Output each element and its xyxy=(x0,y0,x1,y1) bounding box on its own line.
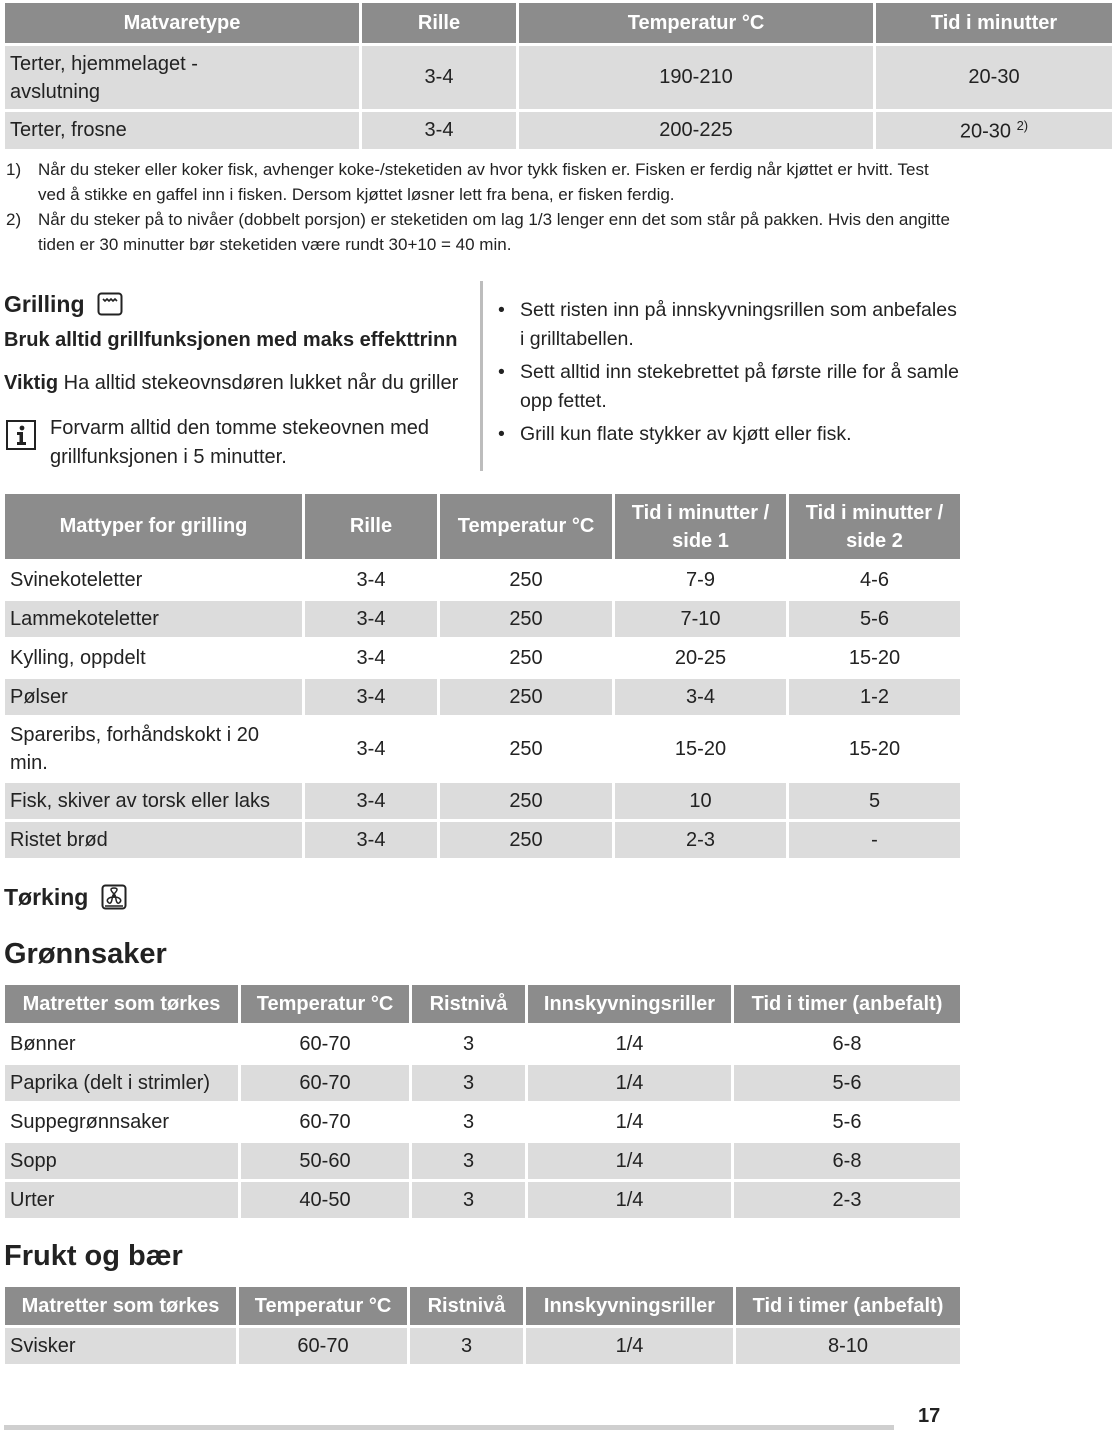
column-header: Ristnivå xyxy=(412,985,525,1023)
column-header: Tid i timer (anbefalt) xyxy=(734,985,960,1023)
table-cell: 3-4 xyxy=(362,46,516,109)
column-header: Temperatur °C xyxy=(519,3,873,43)
column-header: Tid i minutter / side 1 xyxy=(615,494,786,559)
page-number: 17 xyxy=(918,1405,941,1427)
column-divider xyxy=(480,281,483,471)
table-row xyxy=(5,1182,960,1218)
table-row xyxy=(5,718,960,780)
table-cell: Suppegrønnsaker xyxy=(5,1104,238,1140)
baking-table xyxy=(2,0,1115,152)
table-cell: 20-30 $^{2)}$ xyxy=(876,112,1112,149)
torking-title: Tørking xyxy=(4,884,127,916)
bullet-item: • Grill kun flate stykker av kjøtt eller fisk. xyxy=(498,423,852,445)
table-cell: Pølser xyxy=(5,679,302,715)
table-row xyxy=(5,1026,960,1062)
viktig-note: Viktig Ha alltid stekeovnsdøren lukket når du griller xyxy=(4,372,459,394)
table-cell: 5-6 xyxy=(734,1065,960,1101)
table-cell: 200-225 xyxy=(519,112,873,149)
footnote-1: 1) Når du steker eller koker fisk, avhenger koke-/steketiden av hvor tykk fisken er. Fisken er ferdig når kjøttet er hvitt. Test ved å stikke en gaffel inn i fisken. Dersom kjøttet løsner lett fra bena, er fisken ferdig. xyxy=(6,160,929,204)
table-cell: 3-4 xyxy=(305,783,437,819)
table-cell: 250 xyxy=(440,718,612,780)
table-cell: 15-20 xyxy=(615,718,786,780)
table-cell: 7-10 xyxy=(615,601,786,637)
table-cell: Fisk, skiver av torsk eller laks xyxy=(5,783,302,819)
table-cell: 3 xyxy=(412,1026,525,1062)
column-header: Tid i minutter xyxy=(876,3,1112,43)
grill-icon xyxy=(97,292,123,322)
table-cell: 5 xyxy=(789,783,960,819)
table-cell: Svinekoteletter xyxy=(5,562,302,598)
table-cell: 40-50 xyxy=(241,1182,409,1218)
table-cell: 20-30 xyxy=(876,46,1112,109)
table-row xyxy=(5,1143,960,1179)
column-header: Matretter som tørkes xyxy=(5,985,238,1023)
table-cell: Spareribs, forhåndskokt i 20 min. xyxy=(5,718,302,780)
table-cell: 60-70 xyxy=(241,1026,409,1062)
frukt-title: Frukt og bær xyxy=(4,1240,183,1272)
table-cell: 15-20 xyxy=(789,640,960,676)
table-row xyxy=(5,822,960,858)
table-row xyxy=(5,562,960,598)
footnote-marker: 2) xyxy=(1016,117,1029,133)
column-header: Innskyvningsriller xyxy=(528,985,731,1023)
column-header: Rille xyxy=(362,3,516,43)
table-cell: 1/4 xyxy=(528,1143,731,1179)
table-cell: 3 xyxy=(410,1328,523,1364)
grilling-table xyxy=(2,491,963,861)
bullet-item: • Sett alltid inn stekebrettet på første rille for å samle opp fettet. xyxy=(498,361,959,412)
table-row xyxy=(5,1104,960,1140)
column-header: Ristnivå xyxy=(410,1287,523,1325)
table-cell: Ristet brød xyxy=(5,822,302,858)
table-cell: Urter xyxy=(5,1182,238,1218)
table-cell: 2-3 xyxy=(734,1182,960,1218)
table-cell: 5-6 xyxy=(734,1104,960,1140)
table-cell: 3 xyxy=(412,1065,525,1101)
table-cell: Terter, hjemmelaget - avslutning xyxy=(5,46,359,109)
column-header: Matretter som tørkes xyxy=(5,1287,236,1325)
table-cell: 7-9 xyxy=(615,562,786,598)
table-cell: 8-10 xyxy=(736,1328,960,1364)
column-header: Temperatur °C xyxy=(239,1287,407,1325)
table-row xyxy=(5,112,1112,149)
table-cell: 3 xyxy=(412,1104,525,1140)
table-cell: 3 xyxy=(412,1143,525,1179)
table-cell: 3-4 xyxy=(305,640,437,676)
table-cell: 60-70 xyxy=(239,1328,407,1364)
grilling-subtitle: Bruk alltid grillfunksjonen med maks effekttrinn xyxy=(4,329,458,351)
bullet-item: • Sett risten inn på innskyvningsrillen som anbefales i grilltabellen. xyxy=(498,299,957,350)
table-cell: 250 xyxy=(440,640,612,676)
column-header: Temperatur °C xyxy=(241,985,409,1023)
table-cell: 5-6 xyxy=(789,601,960,637)
column-header: Mattyper for grilling xyxy=(5,494,302,559)
table-cell: 190-210 xyxy=(519,46,873,109)
table-cell: 60-70 xyxy=(241,1065,409,1101)
table-cell: 250 xyxy=(440,783,612,819)
table-row xyxy=(5,1328,960,1364)
table-cell: 6-8 xyxy=(734,1143,960,1179)
table-cell: 50-60 xyxy=(241,1143,409,1179)
grilling-title: Grilling xyxy=(4,291,123,322)
table-cell: Lammekoteletter xyxy=(5,601,302,637)
table-cell: 3-4 xyxy=(305,822,437,858)
column-header: Rille xyxy=(305,494,437,559)
table-row xyxy=(5,783,960,819)
info-text: Forvarm alltid den tomme stekeovnen med grillfunksjonen i 5 minutter. xyxy=(50,417,430,468)
table-cell: 250 xyxy=(440,822,612,858)
table-cell: 3-4 xyxy=(362,112,516,149)
table-cell: Svisker xyxy=(5,1328,236,1364)
info-icon xyxy=(6,420,36,455)
table-cell: 60-70 xyxy=(241,1104,409,1140)
table-cell: 1/4 xyxy=(528,1026,731,1062)
table-cell: 3-4 xyxy=(305,718,437,780)
table-cell: 4-6 xyxy=(789,562,960,598)
column-header: Tid i minutter / side 2 xyxy=(789,494,960,559)
table-cell: 250 xyxy=(440,562,612,598)
table-row xyxy=(5,1065,960,1101)
table-cell: Paprika (delt i strimler) xyxy=(5,1065,238,1101)
table-cell: 1/4 xyxy=(526,1328,733,1364)
table-cell: 10 xyxy=(615,783,786,819)
table-cell: 3-4 xyxy=(305,601,437,637)
table-cell: Sopp xyxy=(5,1143,238,1179)
table-cell: Kylling, oppdelt xyxy=(5,640,302,676)
table-cell: 250 xyxy=(440,601,612,637)
table-cell: 1/4 xyxy=(528,1065,731,1101)
table-cell: 2-3 xyxy=(615,822,786,858)
table-row xyxy=(5,679,960,715)
table-cell: Bønner xyxy=(5,1026,238,1062)
table-cell: 1/4 xyxy=(528,1104,731,1140)
table-cell: 1-2 xyxy=(789,679,960,715)
table-row xyxy=(5,46,1112,109)
column-header: Matvaretype xyxy=(5,3,359,43)
table-cell: 3 xyxy=(412,1182,525,1218)
vegetables-table xyxy=(2,982,963,1221)
drying-icon xyxy=(101,884,127,916)
table-cell: 3-4 xyxy=(305,679,437,715)
table-cell: 6-8 xyxy=(734,1026,960,1062)
table-cell: 20-25 xyxy=(615,640,786,676)
fruit-table xyxy=(2,1284,963,1367)
table-row xyxy=(5,640,960,676)
column-header: Temperatur °C xyxy=(440,494,612,559)
footnote-2: 2) Når du steker på to nivåer (dobbelt porsjon) er steketiden om lag 1/3 lenger enn det som står på pakken. Hvis den angitte tiden er 30 minutter bør steketiden være rundt 30+10 = 40 min. xyxy=(6,210,950,254)
column-header: Tid i timer (anbefalt) xyxy=(736,1287,960,1325)
gronnsaker-title: Grønnsaker xyxy=(4,938,167,970)
footer-rule xyxy=(4,1425,894,1430)
column-header: Innskyvningsriller xyxy=(526,1287,733,1325)
table-cell: 1/4 xyxy=(528,1182,731,1218)
table-row xyxy=(5,601,960,637)
table-cell: 15-20 xyxy=(789,718,960,780)
table-cell: Terter, frosne xyxy=(5,112,359,149)
table-cell: 3-4 xyxy=(615,679,786,715)
table-cell: 3-4 xyxy=(305,562,437,598)
table-cell: - xyxy=(789,822,960,858)
table-cell: 250 xyxy=(440,679,612,715)
